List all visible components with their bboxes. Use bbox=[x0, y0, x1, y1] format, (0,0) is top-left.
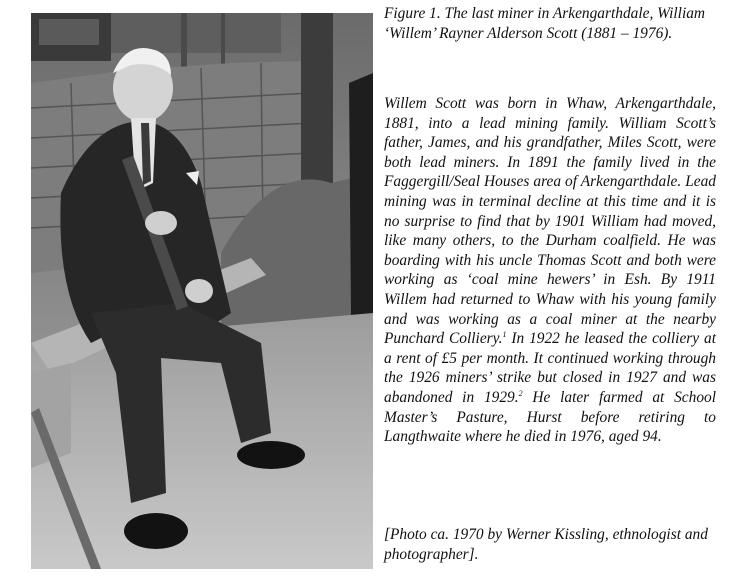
body-paragraph bbox=[384, 94, 716, 447]
body-text-part-1: Willem Scott was born in Whaw, Arkengarthdale, 1881, into a lead mining family. William Scott’s father, James, and his grandfather, Miles Scott, were both lead miners. In 1891 the family lived in the Faggergill/Seal Houses area of Arkengarthdale. Lead mining was in terminal decline at this time and it is no surprise to find that by 1901 William had moved, like many others, to the Durham coalfield. He was boarding with his uncle Thomas Scott and both were working as ‘coal mine hewers’ in Esh. By 1911 Willem had returned to Whaw with his young family and was working as a coal miner at the nearby Punchard Colliery. bbox=[384, 95, 716, 348]
figure-photo bbox=[31, 13, 373, 569]
figure-caption: Figure 1. The last miner in Arkengarthdale, William ‘Willem’ Rayner Alderson Scott (1881 – 1976). bbox=[384, 5, 706, 42]
photo-credit: [Photo ca. 1970 by Werner Kissling, ethnologist and photographer]. bbox=[384, 526, 708, 563]
footnote-marker-2: 2 bbox=[518, 388, 523, 398]
footnote-marker-1: 1 bbox=[502, 330, 507, 339]
body-text-part-2: In 1922 he leased the colliery at a rent of £5 per month. It continued working through the 1926 miners’ strike but closed in 1927 and was abandoned in 1929. bbox=[384, 330, 716, 406]
body-text-part-3: He later farmed at School Master’s Pasture, Hurst before retiring to Langthwaite where he died in 1976, aged 94. bbox=[384, 388, 716, 446]
photo-illustration bbox=[31, 13, 373, 569]
